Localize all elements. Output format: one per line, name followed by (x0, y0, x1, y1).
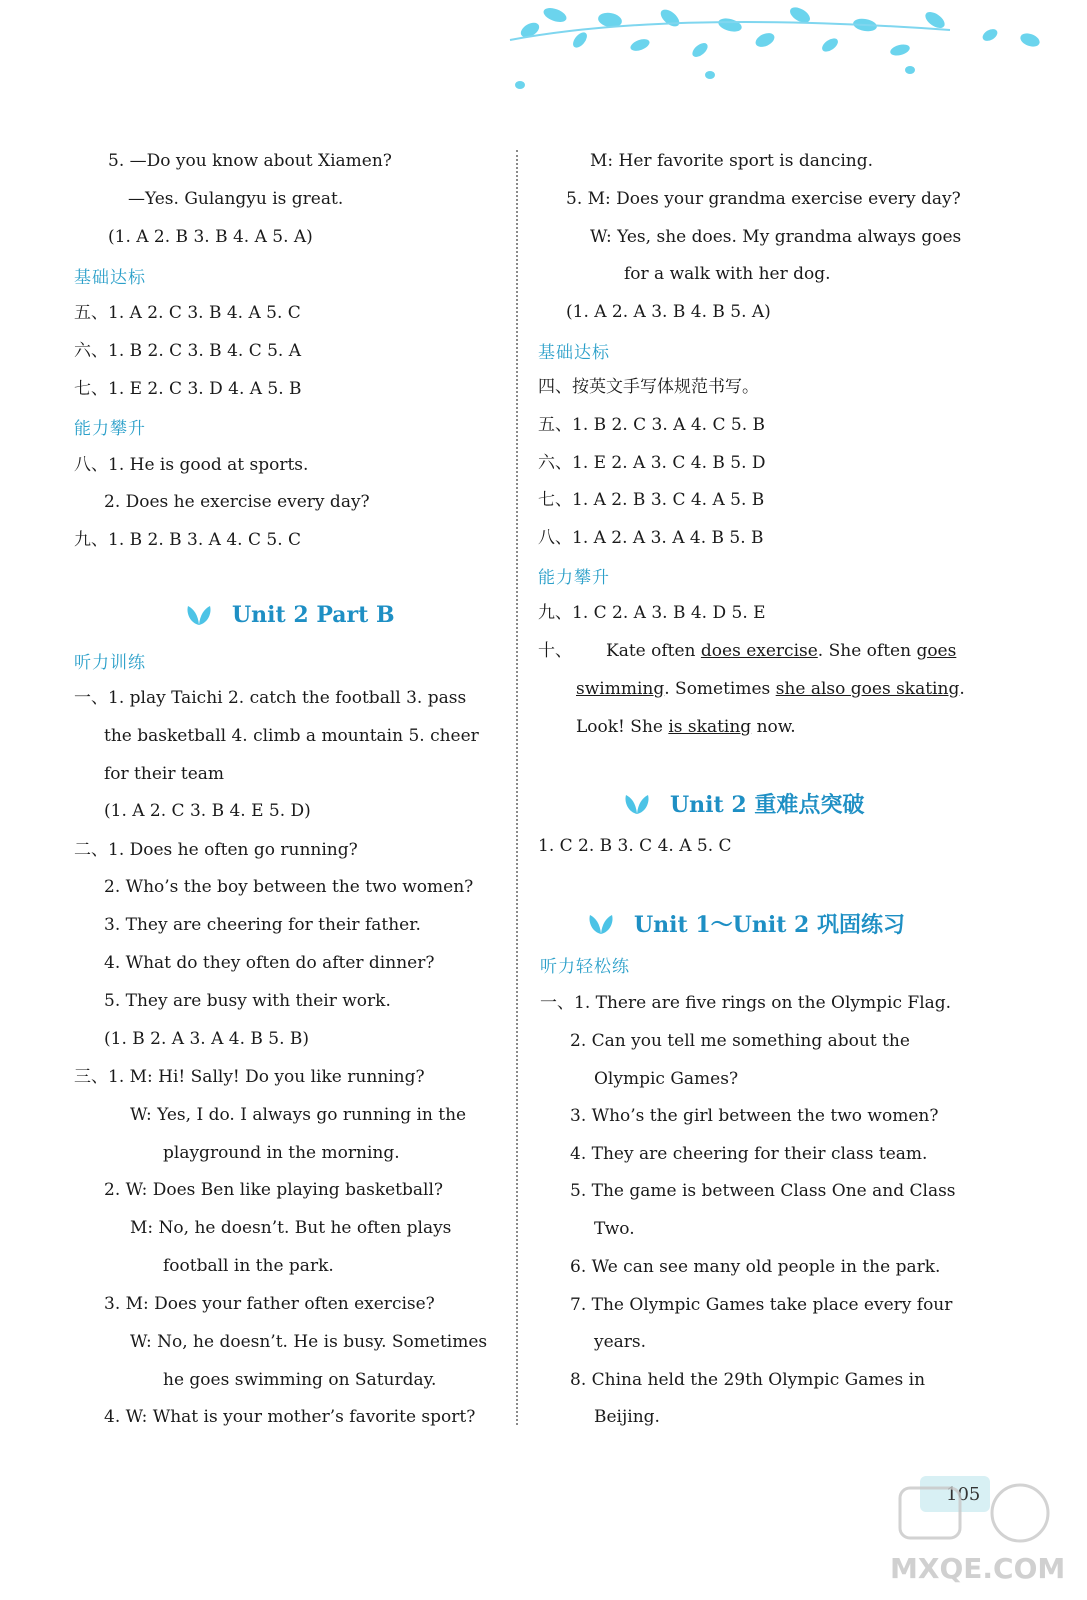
text-line: 2. Does he exercise every day? (104, 492, 370, 512)
text-line: for their team (104, 764, 225, 784)
text-line: 7. The Olympic Games take place every four (570, 1295, 953, 1315)
passage-text: . (959, 679, 965, 699)
text-line: 2. Can you tell me something about the (570, 1031, 910, 1051)
text-line: 8. China held the 29th Olympic Games in (570, 1370, 926, 1390)
leaf-icon (184, 603, 214, 627)
text-line: Beijing. (594, 1407, 660, 1427)
text-line: W: No, he doesn’t. He is busy. Sometimes (130, 1332, 488, 1352)
text-line: he goes swimming on Saturday. (163, 1370, 437, 1390)
answer-key: 七、1. E 2. C 3. D 4. A 5. B (74, 379, 302, 399)
passage-line (576, 716, 796, 738)
text-line: years. (594, 1332, 647, 1352)
answer-key: 六、1. B 2. C 3. B 4. C 5. A (74, 341, 302, 361)
text-line: M: No, he doesn’t. But he often plays (130, 1218, 452, 1238)
text-line: 5. —Do you know about Xiamen? (108, 151, 392, 171)
answer-key: 七、1. A 2. B 3. C 4. A 5. B (538, 490, 765, 510)
answer-key: (1. A 2. B 3. B 4. A 5. A) (108, 227, 313, 247)
leaf-branch-decoration (470, 0, 1070, 100)
text-line: 三、1. M: Hi! Sally! Do you like running? (74, 1067, 425, 1087)
unit-title-text: Unit 1～Unit 2 巩固练习 (634, 912, 905, 938)
passage-text: now. (751, 717, 796, 737)
text-line: 八、1. He is good at sports. (74, 455, 309, 475)
text-line: 3. They are cheering for their father. (104, 915, 421, 935)
section-heading: 基础达标 (74, 268, 146, 288)
text-line: the basketball 4. climb a mountain 5. cheer (104, 726, 479, 746)
filled-blank: swimming (576, 679, 665, 699)
text-line: W: Yes, I do. I always go running in the (130, 1105, 467, 1125)
answer-key: 九、1. C 2. A 3. B 4. D 5. E (538, 603, 766, 623)
unit-title-text: Unit 2 Part B (232, 602, 395, 628)
text-line: football in the park. (163, 1256, 334, 1276)
text-line: 6. We can see many old people in the park. (570, 1257, 941, 1277)
passage-text: Look! She (576, 717, 669, 737)
filled-blank: does exercise (700, 641, 818, 661)
passage-text: . Sometimes (664, 679, 776, 699)
unit-title-text: Unit 2 重难点突破 (670, 792, 865, 818)
answer-key: 五、1. B 2. C 3. A 4. C 5. B (538, 415, 766, 435)
watermark-logo (880, 1478, 1070, 1588)
text-line: for a walk with her dog. (624, 264, 831, 284)
answer-key: 五、1. A 2. C 3. B 4. A 5. C (74, 303, 301, 323)
section-heading: 听力训练 (74, 653, 146, 673)
leaf-icon (622, 792, 652, 816)
filled-blank: is skating (668, 717, 752, 737)
text-line: 5. They are busy with their work. (104, 991, 391, 1011)
passage-line (576, 678, 965, 700)
text-line: 4. W: What is your mother’s favorite sport? (104, 1407, 476, 1427)
text-line: —Yes. Gulangyu is great. (128, 189, 344, 209)
passage-text: . She often (817, 641, 917, 661)
answer-key: 六、1. E 2. A 3. C 4. B 5. D (538, 453, 766, 473)
text-line: W: Yes, she does. My grandma always goes (590, 227, 962, 247)
text-line: Olympic Games? (594, 1069, 739, 1089)
answer-key: 1. C 2. B 3. C 4. A 5. C (538, 836, 732, 856)
text-line: 5. M: Does your grandma exercise every day? (566, 189, 961, 209)
section-heading: 基础达标 (538, 343, 610, 363)
text-line: 4. They are cheering for their class team. (570, 1144, 928, 1164)
answer-key: (1. B 2. A 3. A 4. B 5. B) (104, 1029, 310, 1049)
watermark-text: MXQE.COM (890, 1552, 1066, 1585)
text-line: 四、按英文手写体规范书写。 (538, 377, 759, 397)
text-line: 3. Who’s the girl between the two women? (570, 1106, 939, 1126)
filled-blank: she also goes skating (775, 679, 960, 699)
leaf-icon (586, 912, 616, 936)
section-heading: 听力轻松练 (540, 957, 630, 977)
unit-title (184, 602, 395, 628)
text-line: 一、1. play Taichi 2. catch the football 3. pass (74, 688, 467, 708)
passage-text: Kate often (606, 641, 701, 661)
answer-key: 九、1. B 2. B 3. A 4. C 5. C (74, 530, 302, 550)
answer-key: 八、1. A 2. A 3. A 4. B 5. B (538, 528, 764, 548)
text-line: 3. M: Does your father often exercise? (104, 1294, 435, 1314)
text-line: Two. (594, 1219, 635, 1239)
filled-blank: goes (916, 641, 957, 661)
answer-key: (1. A 2. C 3. B 4. E 5. D) (104, 801, 311, 821)
text-line: playground in the morning. (163, 1143, 400, 1163)
answer-key: (1. A 2. A 3. B 4. B 5. A) (566, 302, 771, 322)
column-divider (516, 150, 518, 1425)
text-line: M: Her favorite sport is dancing. (590, 151, 874, 171)
section-heading: 能力攀升 (538, 568, 610, 588)
text-line: 一、1. There are five rings on the Olympic Flag. (540, 993, 952, 1013)
page-number: 105 (946, 1484, 981, 1505)
question-number: 十、 (538, 641, 572, 661)
unit-title (586, 908, 905, 939)
text-line: 2. W: Does Ben like playing basketball? (104, 1180, 444, 1200)
passage-line (538, 640, 956, 662)
text-line: 2. Who’s the boy between the two women? (104, 877, 474, 897)
text-line: 5. The game is between Class One and Class (570, 1181, 956, 1201)
text-line: 4. What do they often do after dinner? (104, 953, 435, 973)
section-heading: 能力攀升 (74, 419, 146, 439)
unit-title (622, 788, 864, 819)
text-line: 二、1. Does he often go running? (74, 840, 358, 860)
